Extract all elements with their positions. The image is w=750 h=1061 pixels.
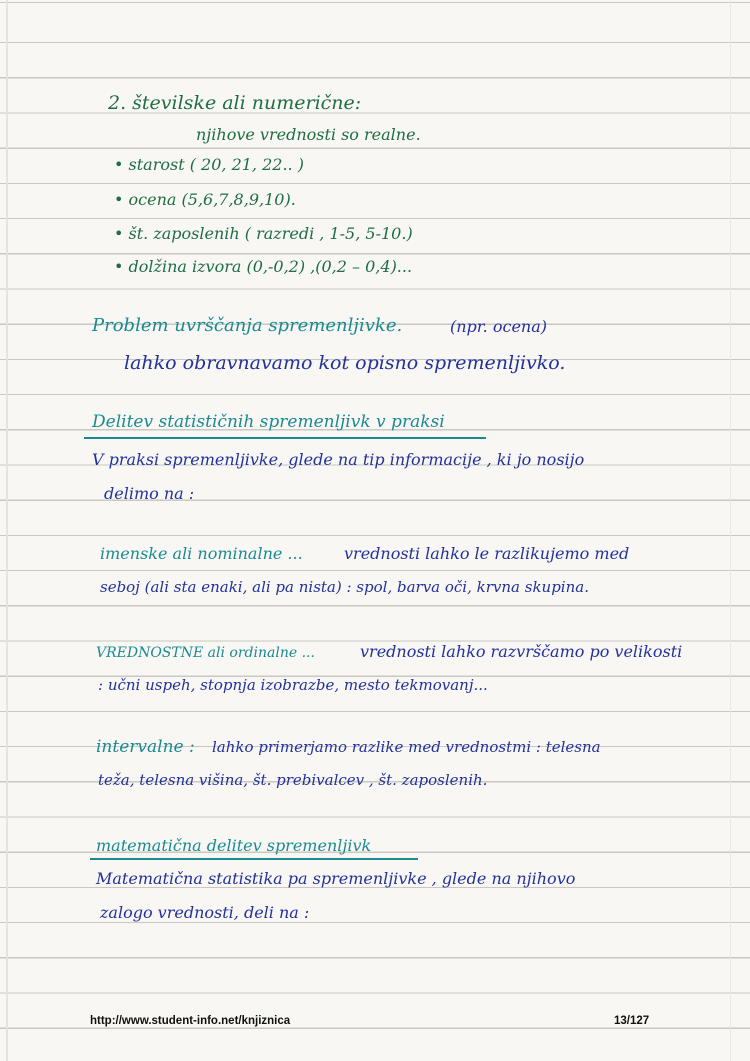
paragraph-line: Matematična statistika pa spremenljivke , glede na njihovo <box>96 869 576 888</box>
paragraph-line: vrednosti lahko razvrščamo po velikosti <box>360 642 683 661</box>
paragraph-line: zalogo vrednosti, deli na : <box>100 903 310 922</box>
paragraph-line: lahko primerjamo razlike med vrednostmi : telesna <box>212 738 601 756</box>
section-title: 2. številske ali numerične: <box>108 92 362 114</box>
category-label: imenske ali nominalne ... <box>100 544 303 563</box>
page-edge-line <box>6 0 8 1061</box>
paragraph-line: delimo na : <box>104 484 195 503</box>
paragraph-line: V praksi spremenljivke, glede na tip informacije , ki jo nosijo <box>92 450 585 469</box>
category-label: intervalne : <box>96 737 195 757</box>
page-number: 13/127 <box>614 1015 650 1027</box>
section-note: njihove vrednosti so realne. <box>196 125 421 144</box>
heading-underline <box>90 858 418 860</box>
paragraph-line: vrednosti lahko le razlikujemo med <box>344 544 630 563</box>
list-item: • starost ( 20, 21, 22.. ) <box>114 155 304 174</box>
problem-example: (npr. ocena) <box>450 317 547 336</box>
category-label: VREDNOSTNE ali ordinalne ... <box>96 645 315 661</box>
list-item: • dolžina izvora (0,-0,2) ,(0,2 – 0,4)... <box>114 257 413 276</box>
footer-url[interactable]: http://www.student-info.net/knjiznica <box>90 1015 291 1027</box>
paragraph-line: teža, telesna višina, št. prebivalcev , št. zaposlenih. <box>98 771 488 789</box>
section-heading: matematična delitev spremenljivk <box>96 836 372 855</box>
paragraph-line: seboj (ali sta enaki, ali pa nista) : spol, barva oči, krvna skupina. <box>100 578 589 596</box>
paragraph-line: : učni uspeh, stopnja izobrazbe, mesto tekmovanj... <box>98 676 488 694</box>
section-heading: Delitev statističnih spremenljivk v praksi <box>92 412 445 432</box>
problem-text: lahko obravnavamo kot opisno spremenljivko. <box>124 352 566 374</box>
problem-heading: Problem uvrščanja spremenljivke. <box>92 315 403 336</box>
heading-underline <box>84 437 486 439</box>
list-item: • št. zaposlenih ( razredi , 1-5, 5-10.) <box>114 224 413 243</box>
right-margin-line <box>730 0 731 1061</box>
list-item: • ocena (5,6,7,8,9,10). <box>114 190 296 209</box>
